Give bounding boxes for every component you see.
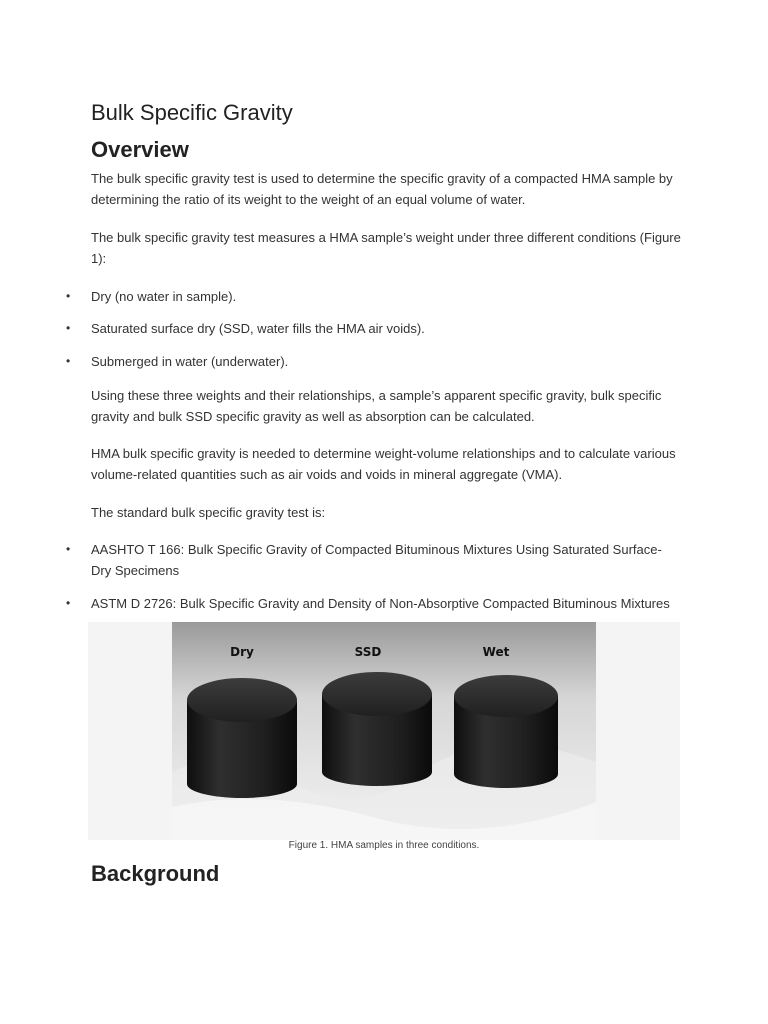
sample-top — [322, 672, 432, 716]
conditions-intro-paragraph: The bulk specific gravity test measures a HMA sample’s weight under three different conditions (Figure 1): — [91, 230, 681, 266]
standard-intro-paragraph: The standard bulk specific gravity test is: — [91, 505, 326, 520]
condition-item-dry: Dry (no water in sample). — [91, 289, 237, 304]
condition-item-submerged: Submerged in water (underwater). — [91, 354, 289, 369]
sample-dry — [187, 678, 297, 798]
figure-caption: Figure 1. HMA samples in three conditions. — [288, 840, 480, 851]
label-wet: Wet — [482, 645, 510, 659]
hma-samples-photo — [172, 622, 596, 840]
bullet-icon: • — [66, 542, 71, 556]
intro-paragraph: The bulk specific gravity test is used to determine the specific gravity of a compacted HMA sample by determining the ratio of its weight to the weight of an equal volume of water. — [91, 171, 673, 207]
sample-top — [187, 678, 297, 722]
vma-paragraph: HMA bulk specific gravity is needed to determine weight-volume relationships and to calculate various volume-related quantities such as air voids and voids in mineral aggregate (VMA). — [91, 446, 676, 482]
background-heading: Background — [91, 861, 220, 886]
standard-item-astm: ASTM D 2726: Bulk Specific Gravity and Density of Non-Absorptive Compacted Bituminous Mixtures — [91, 596, 670, 611]
page-title: Bulk Specific Gravity — [91, 100, 293, 125]
bullet-icon: • — [66, 354, 71, 368]
bullet-icon: • — [66, 596, 71, 610]
sample-ssd — [322, 672, 432, 786]
overview-heading: Overview — [91, 137, 189, 162]
label-ssd: SSD — [354, 645, 382, 659]
weights-paragraph: Using these three weights and their relationships, a sample’s apparent specific gravity, bulk specific gravity and bulk SSD specific gravity as well as absorption can be calculated. — [91, 388, 662, 424]
standard-item-aashto: AASHTO T 166: Bulk Specific Gravity of Compacted Bituminous Mixtures Using Saturated Surface-Dry Specimens — [91, 542, 662, 578]
figure-hma-samples — [88, 622, 680, 840]
sample-top — [454, 675, 558, 717]
bullet-icon: • — [66, 289, 71, 303]
condition-item-ssd: Saturated surface dry (SSD, water fills the HMA air voids). — [91, 321, 425, 336]
sample-wet — [454, 675, 558, 788]
bullet-icon: • — [66, 321, 71, 335]
label-dry: Dry — [230, 645, 254, 659]
